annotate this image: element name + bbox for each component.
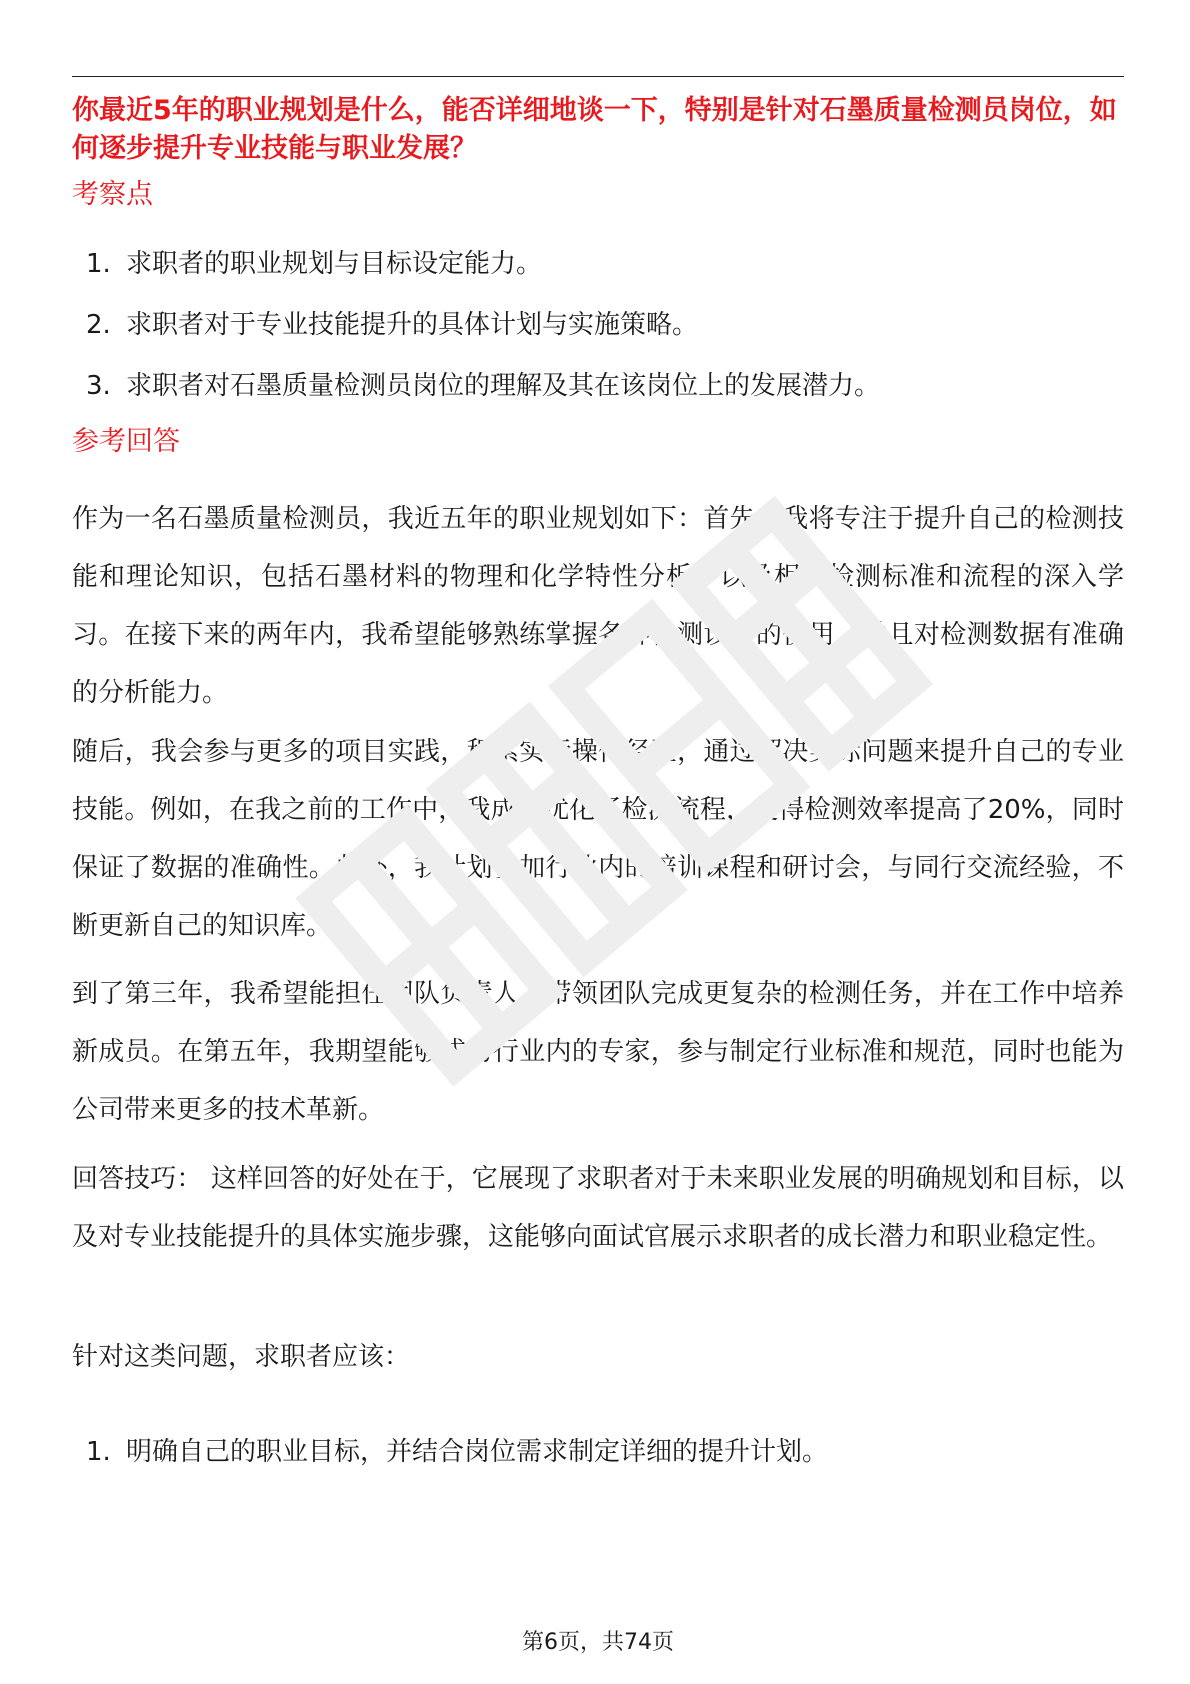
list-text: 求职者对于专业技能提升的具体计划与实施策略。 <box>126 310 699 340</box>
document-page <box>72 0 1124 1684</box>
answer-paragraph: 到了第三年，我希望能担任团队负责人，带领团队完成更复杂的检测任务，并在工作中培养新成员。在第五年，我期望能够成为行业内的专家，参与制定行业标准和规范，同时也能为公司带来更多的技术革新。 <box>72 979 1124 1125</box>
list-item <box>72 367 1124 405</box>
advice-list <box>72 1433 1124 1494</box>
list-item <box>72 306 1124 344</box>
answer-paragraph: 作为一名石墨质量检测员，我近五年的职业规划如下：首先，我将专注于提升自己的检测技能和理论知识，包括石墨材料的物理和化学特性分析，以及相关检测标准和流程的深入学习。在接下来的两年内，我希望能够熟练掌握各种检测设备的使用，并且对检测数据有准确的分析能力。 <box>72 504 1124 708</box>
list-number: 1. <box>86 249 111 279</box>
question-title: 你最近5年的职业规划是什么，能否详细地谈一下，特别是针对石墨质量检测员岗位，如何逐步提升专业技能与职业发展？ <box>72 95 1117 164</box>
answer-heading: 参考回答 <box>72 426 180 457</box>
list-number: 2. <box>86 310 111 340</box>
list-text: 明确自己的职业目标，并结合岗位需求制定详细的提升计划。 <box>126 1437 829 1467</box>
page-footer: 第6页，共74页 <box>522 1630 674 1655</box>
advice-intro: 针对这类问题，求职者应该： <box>72 1342 411 1372</box>
focus-list <box>72 245 1124 428</box>
list-number: 3. <box>86 371 111 401</box>
answer-tip-paragraph: 回答技巧： 这样回答的好处在于，它展现了求职者对于未来职业发展的明确规划和目标，以及对专业技能提升的具体实施步骤，这能够向面试官展示求职者的成长潜力和职业稳定性。 <box>72 1164 1124 1252</box>
answer-paragraph: 随后，我会参与更多的项目实践，积累实际操作经验，通过解决实际问题来提升自己的专业技能。例如，在我之前的工作中，我成功优化了检测流程，使得检测效率提高了20%，同时保证了数据的准确性。此外，我计划参加行业内的培训课程和研讨会，与同行交流经验，不断更新自己的知识库。 <box>72 737 1124 941</box>
focus-heading: 考察点 <box>72 179 153 210</box>
list-text: 求职者的职业规划与目标设定能力。 <box>126 249 543 279</box>
list-item <box>72 1433 1124 1471</box>
top-divider <box>72 76 1124 77</box>
list-text: 求职者对石墨质量检测员岗位的理解及其在该岗位上的发展潜力。 <box>126 371 881 401</box>
list-item <box>72 245 1124 283</box>
list-number: 1. <box>86 1437 111 1467</box>
